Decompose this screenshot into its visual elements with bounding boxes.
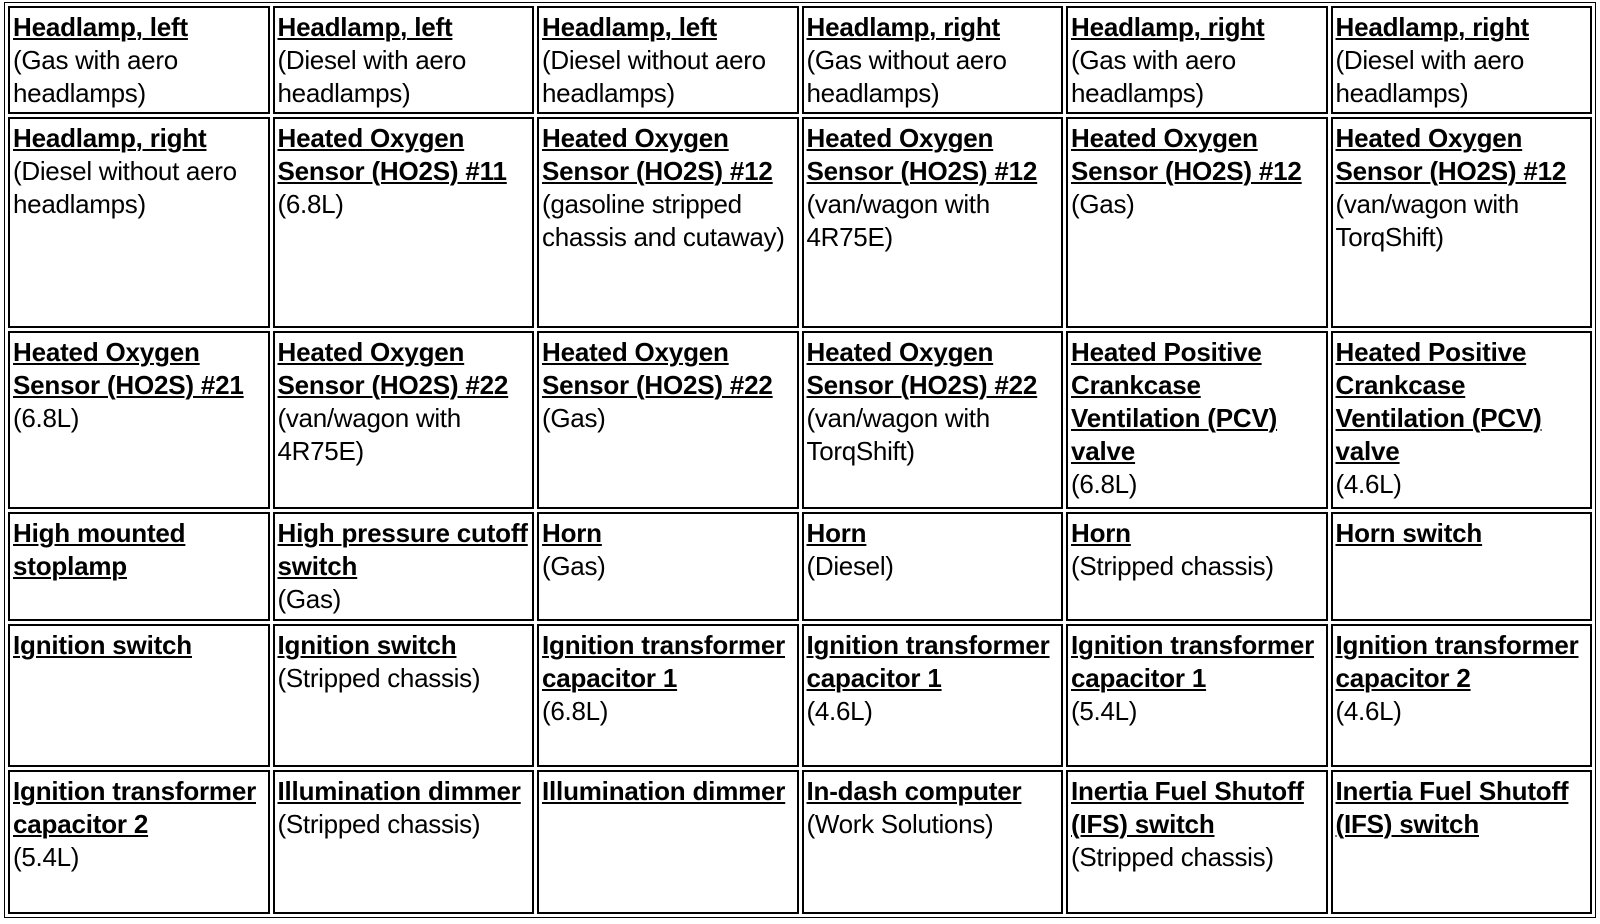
grid-cell (537, 624, 799, 767)
component-note: (gasoline stripped chassis and cutaway) (542, 189, 785, 252)
component-link[interactable]: Heated Oxygen Sensor (HO2S) #11 (277, 123, 507, 186)
grid-cell (1331, 117, 1593, 328)
grid-cell (1331, 6, 1593, 114)
component-link[interactable]: Ignition transformer capacitor 1 (542, 630, 786, 693)
component-note: (Stripped chassis) (277, 663, 481, 693)
component-index-grid (4, 2, 1596, 918)
component-link[interactable]: Heated Oxygen Sensor (HO2S) #12 (806, 123, 1038, 186)
component-link[interactable]: Headlamp, left (277, 12, 453, 42)
component-link[interactable]: Heated Positive Crankcase Ventilation (PCV) valve (1071, 337, 1278, 466)
component-link[interactable]: Headlamp, left (542, 12, 717, 42)
grid-cell (273, 117, 535, 328)
component-note: (Diesel without aero headlamps) (13, 156, 237, 219)
component-link[interactable]: Heated Oxygen Sensor (HO2S) #12 (1071, 123, 1302, 186)
grid-cell (1066, 117, 1328, 328)
component-note: (4.6L) (1335, 696, 1402, 726)
component-note: (5.4L) (1071, 696, 1138, 726)
component-note: (Diesel with aero headlamps) (1335, 45, 1525, 108)
component-link[interactable]: Heated Oxygen Sensor (HO2S) #21 (13, 337, 244, 400)
grid-cell (273, 770, 535, 914)
grid-cell (802, 512, 1064, 621)
component-link[interactable]: Ignition transformer capacitor 2 (13, 776, 257, 839)
grid-cell (537, 117, 799, 328)
component-note: (Stripped chassis) (277, 809, 481, 839)
component-note: (Gas) (542, 551, 606, 581)
component-link[interactable]: Illumination dimmer (277, 776, 521, 806)
table-row (8, 624, 1592, 767)
grid-cell (1331, 331, 1593, 509)
component-link[interactable]: Heated Oxygen Sensor (HO2S) #12 (542, 123, 773, 186)
component-link[interactable]: Inertia Fuel Shutoff (IFS) switch (1071, 776, 1304, 839)
component-link[interactable]: High pressure cutoff switch (277, 518, 528, 581)
grid-cell (1331, 624, 1593, 767)
table-row (8, 6, 1592, 114)
component-note: (6.8L) (277, 189, 344, 219)
grid-cell (802, 6, 1064, 114)
component-note: (van/wagon with 4R75E) (277, 403, 461, 466)
grid-cell (1331, 512, 1593, 621)
component-note: (5.4L) (13, 842, 80, 872)
grid-cell (802, 331, 1064, 509)
grid-cell (802, 770, 1064, 914)
component-link[interactable]: Heated Oxygen Sensor (HO2S) #22 (542, 337, 773, 400)
grid-cell (273, 331, 535, 509)
component-note: (Stripped chassis) (1071, 551, 1274, 581)
grid-cell (1331, 770, 1593, 914)
component-note: (6.8L) (1071, 469, 1138, 499)
component-link[interactable]: Heated Oxygen Sensor (HO2S) #22 (806, 337, 1038, 400)
grid-cell (1066, 770, 1328, 914)
component-link[interactable]: In-dash computer (806, 776, 1022, 806)
grid-cell (8, 331, 270, 509)
grid-cell (273, 512, 535, 621)
component-link[interactable]: Illumination dimmer (542, 776, 786, 806)
component-note: (Gas with aero headlamps) (1071, 45, 1236, 108)
component-note: (Diesel without aero headlamps) (542, 45, 766, 108)
grid-cell (1066, 624, 1328, 767)
component-note: (Gas) (542, 403, 606, 433)
component-link[interactable]: Heated Oxygen Sensor (HO2S) #22 (277, 337, 509, 400)
component-note: (van/wagon with TorqShift) (1335, 189, 1519, 252)
component-link[interactable]: Ignition transformer capacitor 2 (1335, 630, 1579, 693)
component-note: (Diesel with aero headlamps) (277, 45, 467, 108)
grid-cell (8, 117, 270, 328)
table-row (8, 512, 1592, 621)
component-note: (Gas with aero headlamps) (13, 45, 178, 108)
grid-cell (8, 624, 270, 767)
grid-cell (8, 512, 270, 621)
component-note: (Diesel) (806, 551, 894, 581)
component-link[interactable]: Headlamp, right (1335, 12, 1529, 42)
grid-cell (802, 624, 1064, 767)
component-link[interactable]: Ignition switch (13, 630, 192, 660)
component-link[interactable]: Ignition transformer capacitor 1 (1071, 630, 1315, 693)
grid-cell (273, 6, 535, 114)
component-link[interactable]: Horn (1071, 518, 1131, 548)
component-note: (Gas) (1071, 189, 1135, 219)
component-note: (van/wagon with 4R75E) (806, 189, 990, 252)
component-link[interactable]: Headlamp, right (1071, 12, 1265, 42)
grid-cell (537, 770, 799, 914)
component-link[interactable]: Horn switch (1335, 518, 1483, 548)
component-note: (4.6L) (806, 696, 873, 726)
table-row (8, 331, 1592, 509)
table-row (8, 770, 1592, 914)
component-link[interactable]: Headlamp, right (806, 12, 1000, 42)
grid-cell (8, 770, 270, 914)
grid-cell (1066, 512, 1328, 621)
component-link[interactable]: Horn (806, 518, 867, 548)
grid-cell (1066, 331, 1328, 509)
component-link[interactable]: Inertia Fuel Shutoff (IFS) switch (1335, 776, 1569, 839)
component-note: (6.8L) (542, 696, 609, 726)
component-link[interactable]: Headlamp, right (13, 123, 207, 153)
component-link[interactable]: High mounted stoplamp (13, 518, 186, 581)
table-row (8, 117, 1592, 328)
component-note: (Stripped chassis) (1071, 842, 1274, 872)
component-link[interactable]: Ignition switch (277, 630, 457, 660)
component-note: (Gas) (277, 584, 342, 614)
component-note: (Work Solutions) (806, 809, 994, 839)
grid-cell (537, 6, 799, 114)
grid-cell (802, 117, 1064, 328)
grid-cell (537, 331, 799, 509)
grid-cell (1066, 6, 1328, 114)
component-link[interactable]: Heated Positive Crankcase Ventilation (PCV) valve (1335, 337, 1542, 466)
grid-cell (537, 512, 799, 621)
component-note: (van/wagon with TorqShift) (806, 403, 990, 466)
component-link[interactable]: Ignition transformer capacitor 1 (806, 630, 1050, 693)
grid-cell (8, 6, 270, 114)
component-link[interactable]: Horn (542, 518, 602, 548)
component-note: (4.6L) (1335, 469, 1402, 499)
component-link[interactable]: Heated Oxygen Sensor (HO2S) #12 (1335, 123, 1567, 186)
component-note: (6.8L) (13, 403, 80, 433)
grid-cell (273, 624, 535, 767)
component-link[interactable]: Headlamp, left (13, 12, 188, 42)
component-note: (Gas without aero headlamps) (806, 45, 1007, 108)
